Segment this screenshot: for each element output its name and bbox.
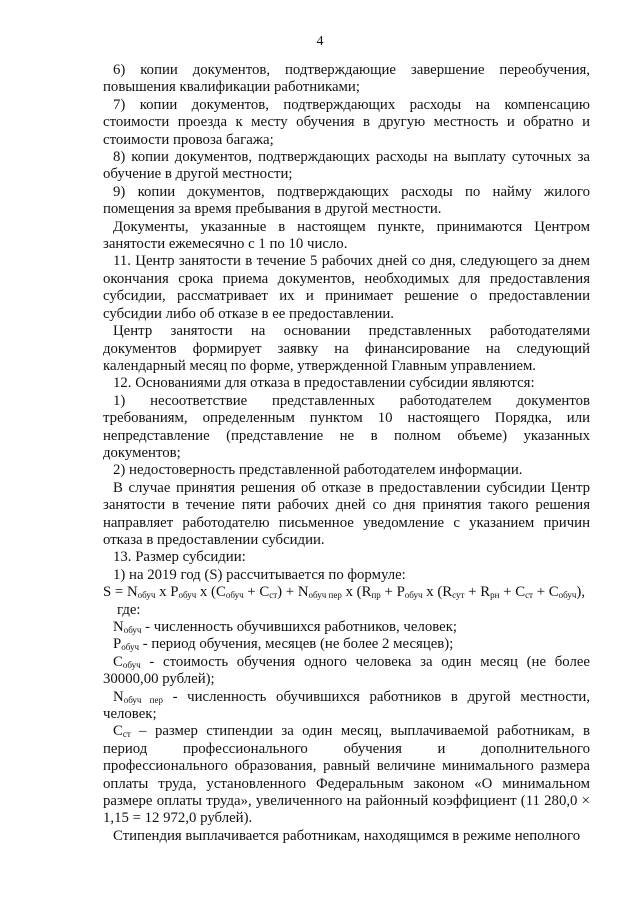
center-paragraph: Центр занятости на основании представленных работодателями документов формирует заявку на финансирование на следующий календарный месяц по форме, утвержденной Главным управлением.	[103, 323, 590, 374]
item-13: 13. Размер субсидии:	[113, 549, 246, 566]
where-label: где:	[117, 601, 141, 618]
item-12: 12. Основаниями для отказа в предоставлении субсидии являются:	[113, 375, 535, 392]
subsidy-formula: $S = N_{обуч}$ x $P_{обуч}$ x $(C_{обуч} + C_{ст}) + N_{обуч пер}$ x ($R_{пр} + P_{обуч}$ x $(R_{сут} + R_{рн} + C_{ст} + C_{обуч})$,	[103, 584, 586, 601]
item-12-1: 1) несоответствие представленных работодателем документов требованиям, определенным пунктом 10 настоящего Порядка, или непредставление (представление не в полном объеме) указанных документов;	[103, 392, 590, 461]
def-n-obuch: $N_{обуч}$ - численность обучившихся работников, человек;	[113, 619, 457, 635]
refusal-paragraph: В случае принятия решения об отказе в предоставлении субсидии Центр занятости в течение пяти рабочих дней со дня принятия такого решения направляет работодателю письменное уведомление с указанием причин отказа в предоставлении субсидии.	[103, 479, 590, 548]
page-number: 4	[316, 34, 324, 49]
documents-paragraph: Документы, указанные в настоящем пункте, принимаются Центром занятости ежемесячно с 1 по 10 число.	[103, 218, 590, 253]
item-13-1: 1) на 2019 год (S) рассчитывается по формуле:	[113, 566, 406, 583]
item-8: 8) копии документов, подтверждающих расходы на выплату суточных за обучение в другой местности;	[103, 149, 590, 183]
def-p-obuch: $P_{обуч}$ - период обучения, месяцев (не более 2 месяцев);	[113, 636, 454, 653]
item-9: 9) копии документов, подтверждающих расходы по найму жилого помещения за время пребывания в другой местности.	[103, 183, 590, 218]
stipend-paragraph: Стипендия выплачивается работникам, находящимся в режиме неполного	[113, 827, 581, 844]
item-7: 7) копии документов, подтверждающих расходы на компенсацию стоимости проезда к месту обучения в другую местность и обратно и стоимости провоза багажа;	[103, 96, 590, 148]
item-6: 6) копии документов, подтверждающие завершение переобучения, повышения квалификации работниками;	[103, 62, 590, 96]
def-c-st: $C_{ст}$ – размер стипендии за один месяц, выплачиваемой работникам, в период профессионального обучения и дополнительного профессионального образования, равный величине минимального размера оплаты труда, установленного Федеральным законом «О минимальном размере оплаты труда», увеличенного на районный коэффициент (11 280,0 × 1,15 = 12 972,0 рублей).	[103, 723, 590, 827]
document-body	[103, 62, 590, 845]
def-c-obuch: $C_{обуч}$ - стоимость обучения одного человека за один месяц (не более 30000,00 рублей);	[103, 653, 590, 688]
item-11: 11. Центр занятости в течение 5 рабочих дней со дня, следующего за днем окончания срока приема документов, необходимых для предоставления субсидии, рассматривает их и принимает решение о предоставлении субсидии либо об отказе в ее предоставлении.	[103, 253, 590, 322]
item-12-2: 2) недостоверность представленной работодателем информации.	[113, 462, 523, 479]
def-n-obuch-per: $N_{обуч пер}$ - численность обучившихся работников в другой местности, человек;	[103, 688, 590, 723]
